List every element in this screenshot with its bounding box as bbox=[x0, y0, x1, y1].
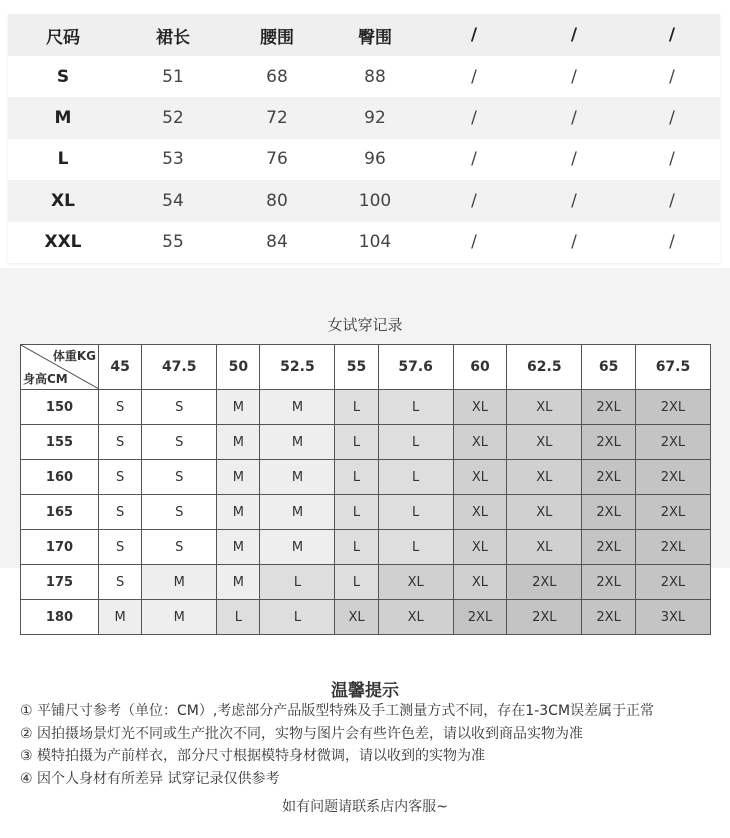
size-cell: S bbox=[99, 495, 142, 530]
height-cell: 150 bbox=[21, 390, 99, 425]
table-row bbox=[8, 222, 720, 263]
height-cell: 180 bbox=[21, 600, 99, 635]
weight-header: 57.6 bbox=[378, 345, 453, 390]
table-cell: 55 bbox=[162, 232, 184, 253]
tips-title: 温馨提示 bbox=[331, 681, 399, 701]
table-row bbox=[8, 139, 720, 180]
trial-record-table bbox=[20, 344, 711, 635]
size-cell: M bbox=[260, 460, 335, 495]
size-cell: XL bbox=[507, 530, 582, 565]
header-cell: 臀围 bbox=[358, 27, 392, 48]
height-cell: 175 bbox=[21, 565, 99, 600]
trial-row bbox=[21, 460, 711, 495]
table-cell: 92 bbox=[364, 108, 386, 129]
header-cell: / bbox=[668, 25, 676, 45]
size-cell: L bbox=[260, 600, 335, 635]
size-cell: XL bbox=[507, 495, 582, 530]
size-cell: M bbox=[217, 495, 260, 530]
size-cell: L bbox=[335, 565, 378, 600]
size-cell: XL bbox=[507, 390, 582, 425]
height-cell: 155 bbox=[21, 425, 99, 460]
size-cell: M bbox=[217, 460, 260, 495]
size-cell: S bbox=[142, 495, 217, 530]
table-row bbox=[8, 97, 720, 138]
header-cell: / bbox=[570, 25, 578, 45]
table-cell: / bbox=[471, 108, 477, 129]
size-label: XL bbox=[51, 190, 75, 211]
table-cell: / bbox=[471, 149, 477, 170]
table-cell: / bbox=[669, 108, 675, 129]
table-cell: / bbox=[669, 232, 675, 253]
size-cell: XL bbox=[453, 530, 507, 565]
tip-item: ② 因拍摄场景灯光不同或生产批次不同，实物与图片会有些许色差，请以收到商品实物为准 bbox=[20, 725, 583, 742]
tip-item: ③ 模特拍摄为产前样衣，部分尺寸根据模特身材微调，请以收到的实物为准 bbox=[20, 748, 485, 764]
size-cell: 2XL bbox=[582, 495, 636, 530]
size-cell: L bbox=[378, 390, 453, 425]
size-cell: 2XL bbox=[635, 565, 710, 600]
weight-header: 55 bbox=[335, 345, 378, 390]
size-cell: 2XL bbox=[635, 530, 710, 565]
weight-header: 65 bbox=[582, 345, 636, 390]
table-cell: / bbox=[571, 190, 577, 211]
size-cell: S bbox=[142, 390, 217, 425]
size-cell: XL bbox=[507, 460, 582, 495]
size-cell: M bbox=[260, 425, 335, 460]
table-row bbox=[8, 180, 720, 221]
table-row bbox=[8, 56, 720, 97]
size-cell: XL bbox=[453, 425, 507, 460]
size-cell: 2XL bbox=[582, 530, 636, 565]
weight-header: 50 bbox=[217, 345, 260, 390]
table-cell: / bbox=[571, 149, 577, 170]
size-cell: L bbox=[335, 530, 378, 565]
size-cell: L bbox=[335, 460, 378, 495]
table-cell: 76 bbox=[266, 149, 288, 170]
table-cell: / bbox=[571, 66, 577, 87]
size-cell: M bbox=[217, 565, 260, 600]
table-cell: 54 bbox=[162, 190, 184, 211]
size-cell: L bbox=[378, 495, 453, 530]
table-cell: / bbox=[669, 66, 675, 87]
size-cell: XL bbox=[453, 460, 507, 495]
table-cell: 88 bbox=[364, 66, 386, 87]
size-label: XXL bbox=[44, 232, 82, 253]
height-cell: 170 bbox=[21, 530, 99, 565]
size-table bbox=[8, 14, 720, 263]
size-cell: M bbox=[142, 600, 217, 635]
tip-item: ① 平铺尺寸参考（单位：CM）,考虑部分产品版型特殊及手工测量方式不同，存在1-3CM误差属于正常 bbox=[20, 703, 655, 719]
size-cell: 3XL bbox=[635, 600, 710, 635]
size-label: S bbox=[56, 66, 70, 87]
size-cell: 2XL bbox=[582, 390, 636, 425]
trial-row bbox=[21, 600, 711, 635]
size-cell: S bbox=[142, 425, 217, 460]
table-cell: / bbox=[669, 149, 675, 170]
size-cell: S bbox=[99, 390, 142, 425]
size-cell: L bbox=[335, 495, 378, 530]
size-cell: XL bbox=[378, 565, 453, 600]
height-cell: 165 bbox=[21, 495, 99, 530]
size-cell: M bbox=[260, 390, 335, 425]
height-cell: 160 bbox=[21, 460, 99, 495]
weight-axis-label: 体重KG bbox=[52, 349, 96, 363]
header-cell: 裙长 bbox=[156, 27, 190, 48]
table-cell: / bbox=[471, 232, 477, 253]
trial-row bbox=[21, 565, 711, 600]
size-cell: M bbox=[217, 390, 260, 425]
tip-item: ④ 因个人身材有所差异 试穿记录仅供参考 bbox=[20, 770, 280, 787]
size-cell: L bbox=[335, 425, 378, 460]
weight-header: 52.5 bbox=[260, 345, 335, 390]
size-cell: M bbox=[99, 600, 142, 635]
size-label: M bbox=[54, 108, 72, 129]
header-cell: 尺码 bbox=[46, 27, 80, 48]
size-cell: 2XL bbox=[582, 600, 636, 635]
size-cell: 2XL bbox=[453, 600, 507, 635]
corner-cell bbox=[21, 345, 99, 390]
table-cell: 51 bbox=[162, 66, 184, 87]
size-cell: 2XL bbox=[582, 425, 636, 460]
size-cell: 2XL bbox=[635, 390, 710, 425]
size-cell: 2XL bbox=[507, 600, 582, 635]
size-cell: M bbox=[142, 565, 217, 600]
weight-header: 67.5 bbox=[635, 345, 710, 390]
size-cell: S bbox=[99, 460, 142, 495]
table-cell: 96 bbox=[364, 149, 386, 170]
size-cell: 2XL bbox=[507, 565, 582, 600]
trial-header-row bbox=[21, 345, 711, 390]
table-cell: 68 bbox=[266, 66, 288, 87]
size-cell: M bbox=[217, 425, 260, 460]
size-cell: L bbox=[378, 460, 453, 495]
table-cell: 53 bbox=[162, 149, 184, 170]
table-cell: 84 bbox=[266, 232, 288, 253]
size-label: L bbox=[57, 149, 69, 170]
size-cell: 2XL bbox=[635, 460, 710, 495]
trial-row bbox=[21, 495, 711, 530]
weight-header: 60 bbox=[453, 345, 507, 390]
size-cell: S bbox=[142, 460, 217, 495]
size-cell: 2XL bbox=[582, 565, 636, 600]
trial-row bbox=[21, 530, 711, 565]
table-cell: 72 bbox=[266, 108, 288, 129]
size-cell: XL bbox=[507, 425, 582, 460]
size-table-header bbox=[8, 14, 720, 56]
weight-header: 45 bbox=[99, 345, 142, 390]
size-cell: M bbox=[260, 530, 335, 565]
weight-header: 62.5 bbox=[507, 345, 582, 390]
tips-list bbox=[20, 700, 725, 790]
size-cell: L bbox=[260, 565, 335, 600]
size-cell: XL bbox=[453, 390, 507, 425]
trial-row bbox=[21, 390, 711, 425]
size-cell: 2XL bbox=[582, 460, 636, 495]
size-cell: S bbox=[99, 425, 142, 460]
customer-service-note: 如有问题请联系店内客服~ bbox=[282, 799, 448, 815]
table-cell: 80 bbox=[266, 190, 288, 211]
size-cell: M bbox=[260, 495, 335, 530]
size-cell: XL bbox=[453, 565, 507, 600]
size-cell: XL bbox=[453, 495, 507, 530]
size-cell: L bbox=[335, 390, 378, 425]
size-cell: 2XL bbox=[635, 495, 710, 530]
size-cell: L bbox=[378, 530, 453, 565]
size-cell: XL bbox=[378, 600, 453, 635]
table-cell: / bbox=[571, 232, 577, 253]
weight-header: 47.5 bbox=[142, 345, 217, 390]
table-cell: 100 bbox=[358, 190, 392, 211]
size-cell: L bbox=[378, 425, 453, 460]
trial-record-title: 女试穿记录 bbox=[327, 316, 403, 334]
size-cell: 2XL bbox=[635, 425, 710, 460]
size-cell: S bbox=[142, 530, 217, 565]
trial-row bbox=[21, 425, 711, 460]
size-cell: S bbox=[99, 565, 142, 600]
header-cell: / bbox=[470, 25, 478, 45]
table-cell: / bbox=[471, 66, 477, 87]
table-cell: / bbox=[669, 190, 675, 211]
table-cell: 104 bbox=[358, 232, 392, 253]
table-cell: / bbox=[471, 190, 477, 211]
table-cell: 52 bbox=[162, 108, 184, 129]
table-cell: / bbox=[571, 108, 577, 129]
height-axis-label: 身高CM bbox=[23, 372, 68, 386]
size-cell: XL bbox=[335, 600, 378, 635]
size-cell: M bbox=[217, 530, 260, 565]
size-cell: S bbox=[99, 530, 142, 565]
header-cell: 腰围 bbox=[260, 27, 294, 48]
size-cell: L bbox=[217, 600, 260, 635]
